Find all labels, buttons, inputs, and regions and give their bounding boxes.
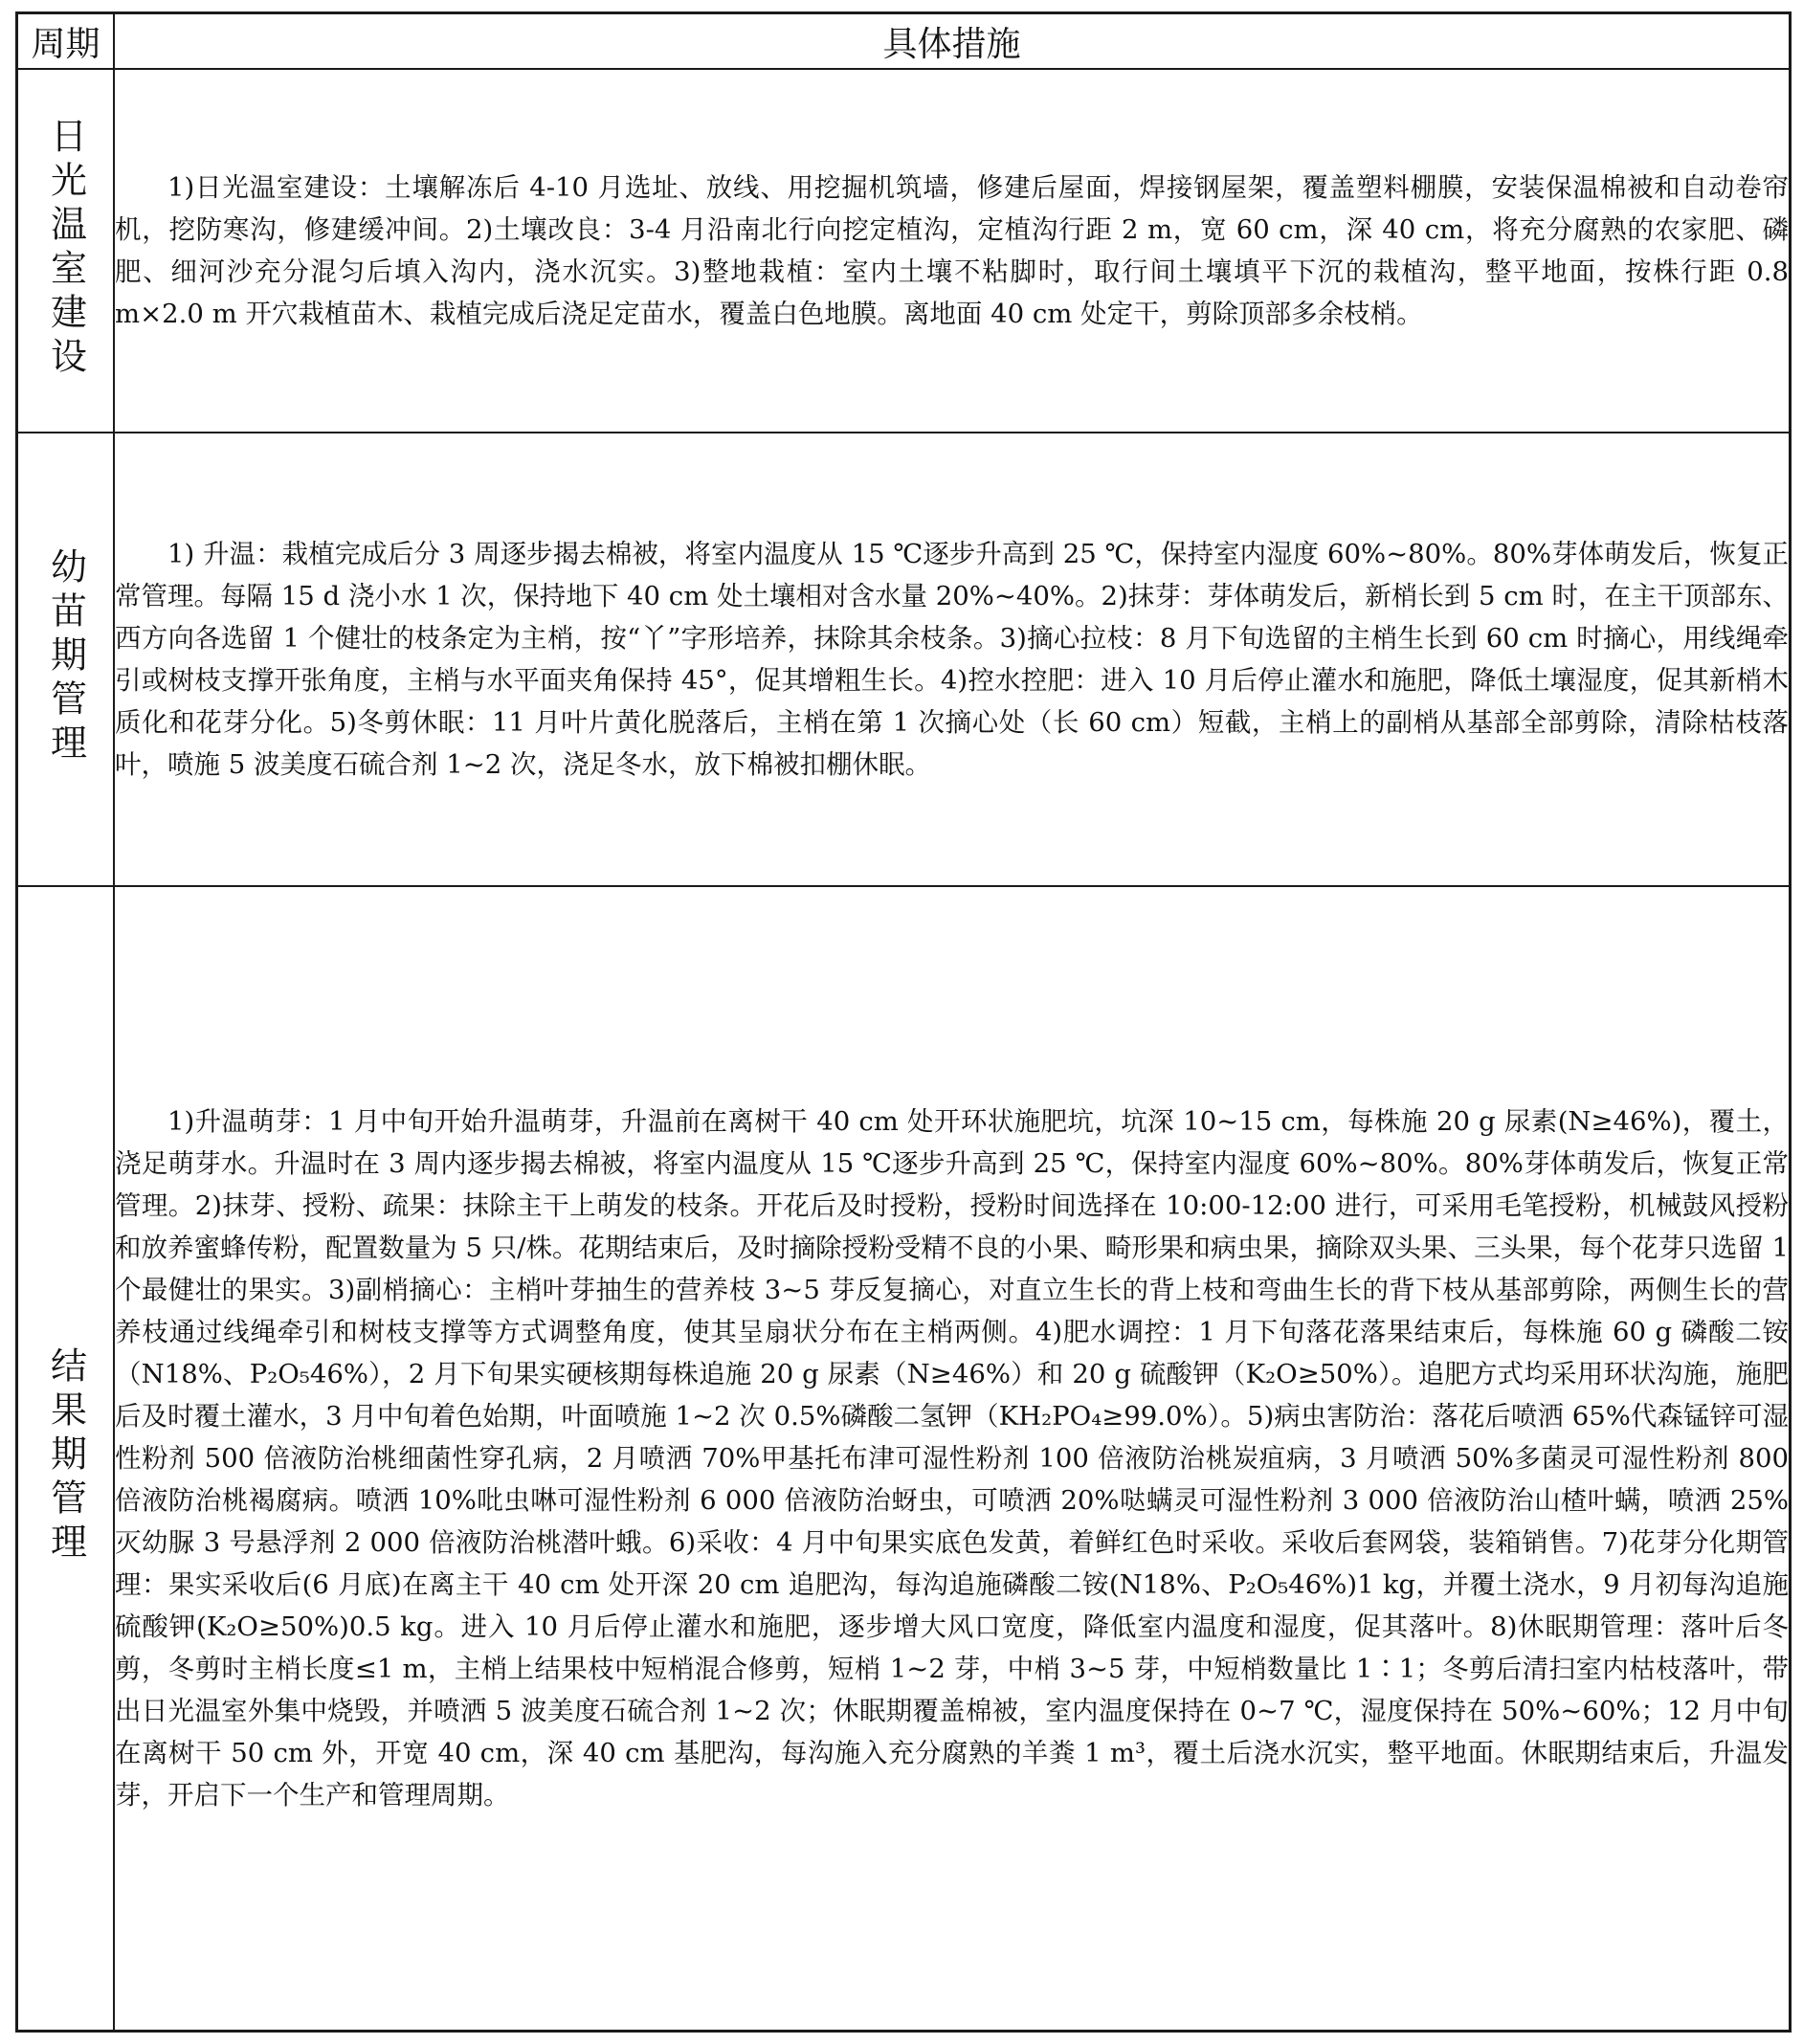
period-cell bbox=[18, 433, 114, 886]
period-cell bbox=[18, 69, 114, 433]
measures-table bbox=[18, 14, 1789, 2030]
measures-cell: 1)升温萌芽：1 月中旬开始升温萌芽，升温前在离树干 40 cm 处开环状施肥坑，坑深 10~15 cm，每株施 20 g 尿素(N≥46%)，覆土，浇足萌芽水。升温时在 3 周内逐步揭去棉被，将室内温度从 15 ℃逐步升高到 25 ℃，保持室内湿度 60%~80%。80%芽体萌发后，恢复正常管理。2)抹芽、授粉、疏果：抹除主干上萌发的枝条。开花后及时授粉，授粉时间选择在 10:00-12:00 进行，可采用毛笔授粉，机械鼓风授粉和放养蜜蜂传粉，配置数量为 5 只/株。花期结束后，及时摘除授粉受精不良的小果、畸形果和病虫果，摘除双头果、三头果，每个花芽只选留 1 个最健壮的果实。3)副梢摘心：主梢叶芽抽生的营养枝 3~5 芽反复摘心，对直立生长的背上枝和弯曲生长的背下枝从基部剪除，两侧生长的营养枝通过线绳牵引和树枝支撑等方式调整角度，使其呈扇状分布在主梢两侧。4)肥水调控：1 月下旬落花落果结束后，每株施 60 g 磷酸二铵（N18%、P₂O₅46%），2 月下旬果实硬核期每株追施 20 g 尿素（N≥46%）和 20 g 硫酸钾（K₂O≥50%）。追肥方式均采用环状沟施，施肥后及时覆土灌水，3 月中旬着色始期，叶面喷施 1~2 次 0.5%磷酸二氢钾（KH₂PO₄≥99.0%）。5)病虫害防治：落花后喷洒 65%代森锰锌可湿性粉剂 500 倍液防治桃细菌性穿孔病，2 月喷洒 70%甲基托布津可湿性粉剂 100 倍液防治桃炭疽病，3 月喷洒 50%多菌灵可湿性粉剂 800 倍液防治桃褐腐病。喷洒 10%吡虫啉可湿性粉剂 6 000 倍液防治蚜虫，可喷洒 20%哒螨灵可湿性粉剂 3 000 倍液防治山楂叶螨，喷洒 25%灭幼脲 3 号悬浮剂 2 000 倍液防治桃潜叶蛾。6)采收：4 月中旬果实底色发黄，着鲜红色时采收。采收后套网袋，装箱销售。7)花芽分化期管理：果实采收后(6 月底)在离主干 40 cm 处开深 20 cm 追肥沟，每沟追施磷酸二铵(N18%、P₂O₅46%)1 kg，并覆土浇水，9 月初每沟追施硫酸钾(K₂O≥50%)0.5 kg。进入 10 月后停止灌水和施肥，逐步增大风口宽度，降低室内温度和湿度，促其落叶。8)休眠期管理：落叶后冬剪，冬剪时主梢长度≤1 m，主梢上结果枝中短梢混合修剪，短梢 1~2 芽，中梢 3~5 芽，中短梢数量比 1∶1；冬剪后清扫室内枯枝落叶，带出日光温室外集中烧毁，并喷洒 5 波美度石硫合剂 1~2 次；休眠期覆盖棉被，室内温度保持在 0~7 ℃，湿度保持在 50%~60%；12 月中旬在离树干 50 cm 外，开宽 40 cm，深 40 cm 基肥沟，每沟施入充分腐熟的羊粪 1 m³，覆土后浇水沉实，整平地面。休眠期结束后，升温发芽，开启下一个生产和管理周期。 bbox=[114, 886, 1789, 2030]
period-label: 结果期管理 bbox=[44, 1346, 87, 1566]
table-row bbox=[18, 69, 1789, 433]
header-period: 周期 bbox=[18, 14, 114, 69]
period-cell bbox=[18, 886, 114, 2030]
table-row bbox=[18, 886, 1789, 2030]
document-page bbox=[15, 11, 1792, 2033]
measures-cell: 1) 升温：栽植完成后分 3 周逐步揭去棉被，将室内温度从 15 ℃逐步升高到 25 ℃，保持室内湿度 60%~80%。80%芽体萌发后，恢复正常管理。每隔 15 d 浇小水 1 次，保持地下 40 cm 处土壤相对含水量 20%~40%。2)抹芽：芽体萌发后，新梢长到 5 cm 时，在主干顶部东、西方向各选留 1 个健壮的枝条定为主梢，按“丫”字形培养，抹除其余枝条。3)摘心拉枝：8 月下旬选留的主梢生长到 60 cm 时摘心，用线绳牵引或树枝支撑开张角度，主梢与水平面夹角保持 45°，促其增粗生长。4)控水控肥：进入 10 月后停止灌水和施肥，降低土壤湿度，促其新梢木质化和花芽分化。5)冬剪休眠：11 月叶片黄化脱落后，主梢在第 1 次摘心处（长 60 cm）短截，主梢上的副梢从基部全部剪除，清除枯枝落叶，喷施 5 波美度石硫合剂 1~2 次，浇足冬水，放下棉被扣棚休眠。 bbox=[114, 433, 1789, 886]
period-label: 日光温室建设 bbox=[44, 117, 87, 381]
table-row bbox=[18, 433, 1789, 886]
header-measures: 具体措施 bbox=[114, 14, 1789, 69]
period-label: 幼苗期管理 bbox=[44, 547, 87, 767]
table-header-row bbox=[18, 14, 1789, 69]
measures-cell: 1)日光温室建设：土壤解冻后 4-10 月选址、放线、用挖掘机筑墙，修建后屋面，焊接钢屋架，覆盖塑料棚膜，安装保温棉被和自动卷帘机，挖防寒沟，修建缓冲间。2)土壤改良：3-4 月沿南北行向挖定植沟，定植沟行距 2 m，宽 60 cm，深 40 cm，将充分腐熟的农家肥、磷肥、细河沙充分混匀后填入沟内，浇水沉实。3)整地栽植：室内土壤不粘脚时，取行间土壤填平下沉的栽植沟，整平地面，按株行距 0.8 m×2.0 m 开穴栽植苗木、栽植完成后浇足定苗水，覆盖白色地膜。离地面 40 cm 处定干，剪除顶部多余枝梢。 bbox=[114, 69, 1789, 433]
